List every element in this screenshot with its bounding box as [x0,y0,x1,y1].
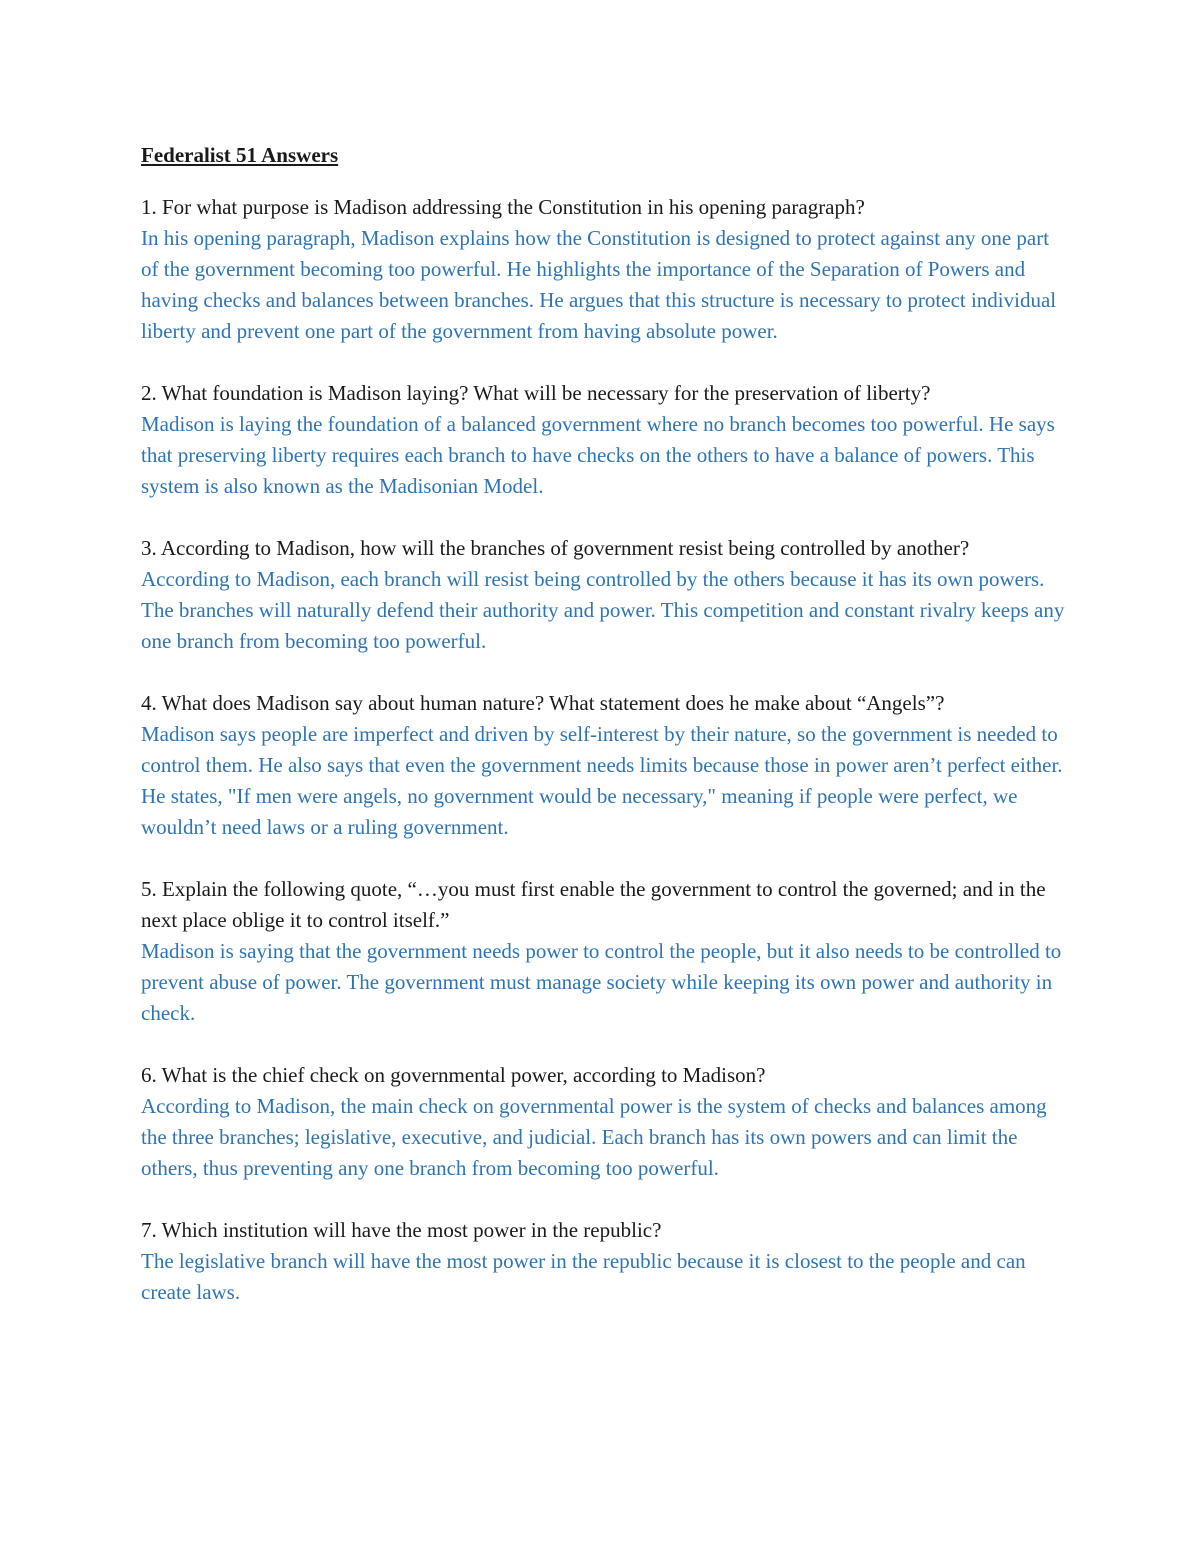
qa-item-2 [141,378,1071,502]
answer-3: According to Madison, each branch will resist being controlled by the others because it has its own powers. The branches will naturally defend their authority and power. This competition and constant rivalry keeps any one branch from becoming too powerful. [141,567,1065,653]
question-6: 6. What is the chief check on governmental power, according to Madison? [141,1063,766,1087]
qa-item-4 [141,688,1071,843]
answer-1: In his opening paragraph, Madison explains how the Constitution is designed to protect against any one part of the government becoming too powerful. He highlights the importance of the Separation of Powers and having checks and balances between branches. He argues that this structure is necessary to protect individual liberty and prevent one part of the government from having absolute power. [141,226,1057,343]
answer-4: Madison says people are imperfect and driven by self-interest by their nature, so the government is needed to control them. He also says that even the government needs limits because those in power aren’t perfect either. He states, "If men were angels, no government would be necessary," meaning if people were perfect, we wouldn’t need laws or a ruling government. [141,722,1063,839]
qa-item-5 [141,874,1071,1029]
question-5: 5. Explain the following quote, “…you must first enable the government to control the governed; and in the next place oblige it to control itself.” [141,877,1046,932]
qa-item-1 [141,192,1071,347]
question-1: 1. For what purpose is Madison addressing the Constitution in his opening paragraph? [141,195,865,219]
document-title: Federalist 51 Answers [141,143,339,167]
qa-item-6 [141,1060,1071,1184]
question-3: 3. According to Madison, how will the branches of government resist being controlled by another? [141,536,970,560]
question-2: 2. What foundation is Madison laying? What will be necessary for the preservation of liberty? [141,381,931,405]
answer-5: Madison is saying that the government needs power to control the people, but it also needs to be controlled to prevent abuse of power. The government must manage society while keeping its own power and authority in check. [141,939,1062,1025]
document-page [141,140,1071,1339]
qa-item-3 [141,533,1071,657]
answer-2: Madison is laying the foundation of a balanced government where no branch becomes too powerful. He says that preserving liberty requires each branch to have checks on the others to have a balance of powers. This system is also known as the Madisonian Model. [141,412,1055,498]
question-4: 4. What does Madison say about human nature? What statement does he make about “Angels”? [141,691,945,715]
qa-item-7 [141,1215,1071,1308]
answer-6: According to Madison, the main check on governmental power is the system of checks and balances among the three branches; legislative, executive, and judicial. Each branch has its own powers and can limit the others, thus preventing any one branch from becoming too powerful. [141,1094,1047,1180]
question-7: 7. Which institution will have the most power in the republic? [141,1218,662,1242]
answer-7: The legislative branch will have the most power in the republic because it is closest to the people and can create laws. [141,1249,1026,1304]
